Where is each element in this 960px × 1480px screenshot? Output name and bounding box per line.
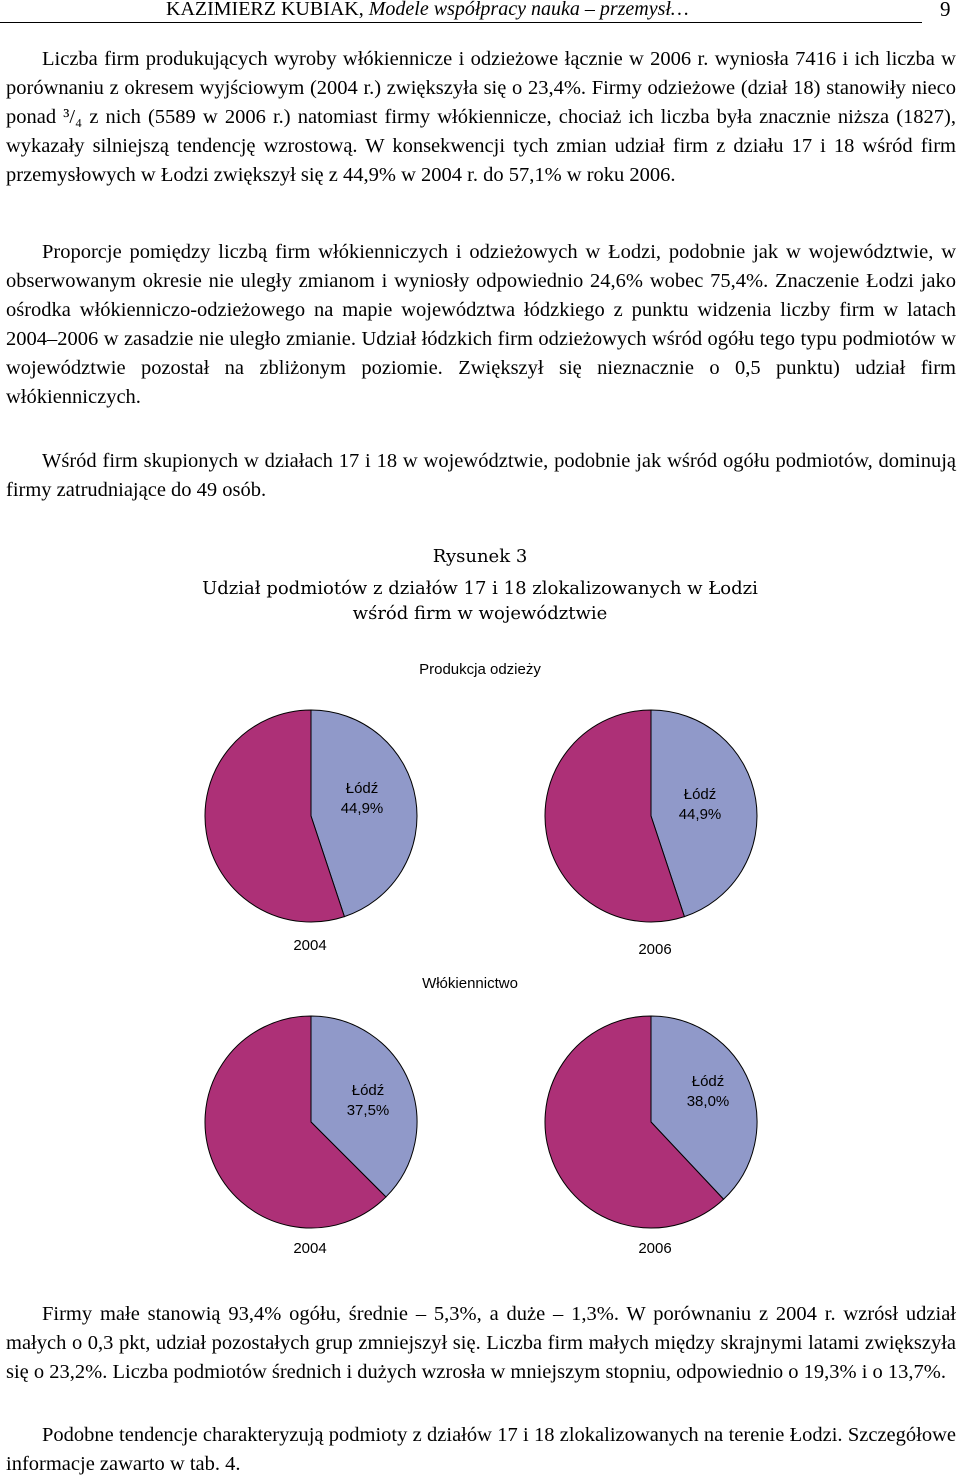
slice-label-textiles-2004 xyxy=(328,1081,408,1121)
paragraph-1: Liczba firm produkujących wyroby włókiennicze i odzieżowe łącznie w 2006 r. wyniosła 7416 i ich liczba w porównaniu z okresem wyjściowym (2004 r.) zwiększyła się o 23,4%. Firmy odzieżowe (dział 18) stanowiły nieco ponad ³/₄ z nich (5589 w 2006 r.) natomiast firmy włókiennicze, chociaż ich liczba była znacznie niższa (1827), wykazały silniejszą tendencję wzrostową. W konsekwencji tych zmian udział firm z działu 17 i 18 wśród firm przemysłowych w Łodzi zwiększył się z 44,9% w 2004 r. do 57,1% w roku 2006. xyxy=(6,48,956,186)
running-header xyxy=(0,0,951,23)
chart-group-title-clothing: Produkcja odzieży xyxy=(419,661,541,678)
slice-name: Łódź xyxy=(683,786,717,803)
chart-group-title-textiles: Włókiennictwo xyxy=(422,975,518,992)
year-label-clothing-2006: 2006 xyxy=(638,941,672,958)
figure-title-line-1: Udział podmiotów z działów 17 i 18 zlokalizowanych w Łodzi xyxy=(202,578,758,599)
slice-value: 44,9% xyxy=(678,806,722,823)
slice-name: Łódź xyxy=(691,1073,725,1090)
slice-label-clothing-2006 xyxy=(660,785,740,825)
year-label-textiles-2004: 2004 xyxy=(293,1240,327,1257)
slice-name: Łódź xyxy=(351,1082,385,1099)
paragraph-4: Firmy małe stanowią 93,4% ogółu, średnie – 5,3%, a duże – 1,3%. W porównaniu z 2004 r. wzrósł udział małych o 0,3 pkt, udział pozostałych grup zmniejszył się. Liczba firm małych między skrajnymi latami zwiększyła się o 23,2%. Liczba podmiotów średnich i dużych wzrosła w mniejszym stopniu, odpowiednio o 19,3% i o 13,7%. xyxy=(6,1303,956,1383)
header-author: KAZIMIERZ KUBIAK, xyxy=(166,0,364,20)
slice-value: 37,5% xyxy=(346,1102,390,1119)
slice-label-clothing-2004 xyxy=(322,779,402,819)
year-label-clothing-2004: 2004 xyxy=(293,937,327,954)
slice-value: 44,9% xyxy=(340,800,384,817)
slice-value: 38,0% xyxy=(686,1093,730,1110)
paragraph-5: Podobne tendencje charakteryzują podmioty z działów 17 i 18 zlokalizowanych na terenie Łodzi. Szczegółowe informacje zawarto w tab. 4. xyxy=(6,1424,956,1475)
slice-label-textiles-2006 xyxy=(668,1072,748,1112)
header-title: Modele współpracy nauka – przemysł… xyxy=(368,0,689,20)
figure-title-line-2: wśród firm w województwie xyxy=(352,603,608,624)
pie-chart-textiles-2004 xyxy=(200,1011,422,1233)
year-label-textiles-2006: 2006 xyxy=(638,1240,672,1257)
running-title xyxy=(166,0,689,18)
pie-chart-textiles-2006 xyxy=(540,1011,762,1233)
paragraph-2: Proporcje pomiędzy liczbą firm włókienniczych i odzieżowych w Łodzi, podobnie jak w województwie, w obserwowanym okresie nie uległy zmianom i wyniosły odpowiednio 24,6% wobec 75,4%. Znaczenie Łodzi jako ośrodka włókienniczo-odzieżowego na mapie województwa łódzkiego z punktu widzenia liczby firm w latach 2004–2006 w zasadzie nie uległo zmianie. Udział łódzkich firm odzieżowych wśród ogółu tego typu podmiotów w województwie pozostał na zbliżonym poziomie. Zwiększył się nieznacznie o 0,5 punktu) udział firm włókienniczych. xyxy=(6,241,956,408)
figure-number: Rysunek 3 xyxy=(432,546,528,567)
page-number: 9 xyxy=(940,0,951,21)
paragraph-3: Wśród firm skupionych w działach 17 i 18 w województwie, podobnie jak wśród ogółu podmiotów, dominują firmy zatrudniające do 49 osób. xyxy=(6,450,956,501)
slice-name: Łódź xyxy=(345,780,379,797)
